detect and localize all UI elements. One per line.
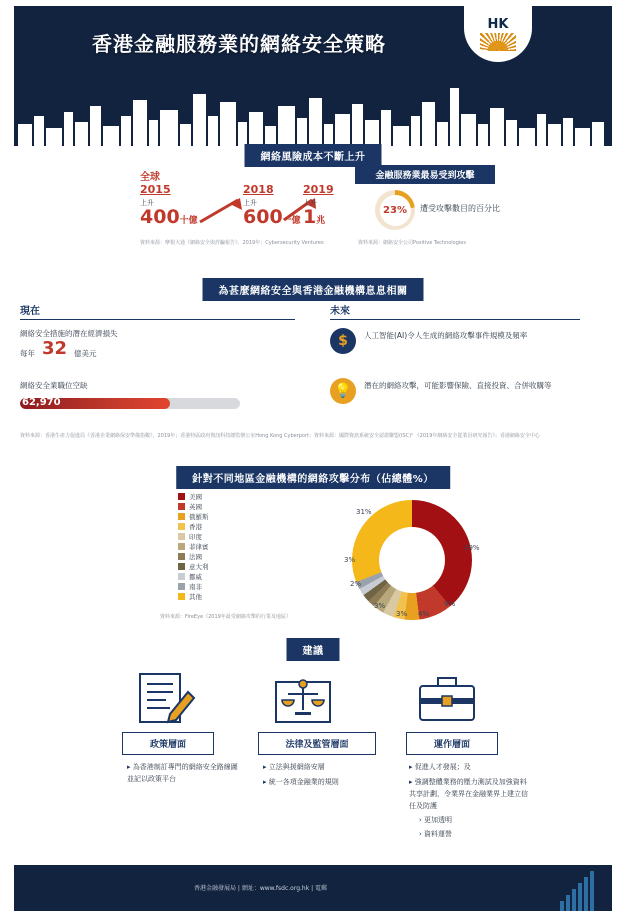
- bullet-item: ▸ 立法與援網絡安層: [263, 762, 374, 774]
- donut-callout: 3%: [344, 556, 356, 564]
- year-amount: 1兆: [303, 206, 326, 228]
- legend-swatch: [178, 553, 185, 560]
- legend-label: 法國: [189, 553, 202, 561]
- section2-source: 資料來源：香港生產力促進局《香港企業網絡保安準備指數》，2019年；香港特區政府資訊科技總監辦公室Hong Kong Cyberport；資料來源：國際資訊系統安全認證聯盟(ISC)² 《2019年網絡安全從業員研究報告》；香港網絡安全中心: [20, 433, 540, 439]
- year-block-2015: [140, 183, 198, 227]
- bullet-item: ▸ 統一各項金融業的規則: [263, 777, 374, 789]
- legend-swatch: [178, 493, 185, 500]
- year-amount: 400十億: [140, 206, 198, 228]
- pillar-bullets-policy: [118, 762, 238, 789]
- lightbulb-icon: 💡: [330, 378, 356, 404]
- pillar-title-legal: 法律及監管層面: [258, 732, 376, 755]
- section1-note-right: 資料來源：網絡安全公司Positive Technologies: [358, 240, 466, 246]
- arrow-up-icon-1: [198, 196, 244, 224]
- section1-note-left: 資料來源：摩根大通《網絡安全與詐騙報告》，2019年；Cybersecurity Ventures: [140, 240, 324, 246]
- legend-swatch: [178, 593, 185, 600]
- footer: [14, 865, 612, 911]
- hk-logo: [464, 6, 532, 62]
- footer-bar-decoration: [560, 871, 594, 911]
- legend-swatch: [178, 513, 185, 520]
- legend-item: [178, 542, 209, 551]
- future-item1-text: 人工智能(AI)令人生成的網絡攻擊事件規模及頻率: [364, 331, 528, 340]
- bullet-item: [409, 777, 528, 841]
- attack-percentage-label: 遭受攻擊數目的百分比: [420, 204, 500, 213]
- year-label: 2015: [140, 183, 171, 196]
- year-unit: 上升: [243, 199, 257, 207]
- year-unit: 上升: [140, 199, 154, 207]
- bullet-text: 強調整體業務的壓力測試及加強資料共享計劃，令業界在金融業界上建立信任及防護: [409, 777, 528, 810]
- attack-distribution-donut-chart: [344, 500, 480, 620]
- sub-bullet-item: › 資料運營: [419, 829, 528, 841]
- bullet-item: ▸ 為香港制訂專門的網絡安全路線圖並記以政策平台: [127, 762, 238, 786]
- sub-bullet-item: › 更加透明: [419, 815, 528, 827]
- year-label: 2019: [303, 183, 334, 196]
- document-pen-icon: [130, 670, 200, 728]
- legend-item: [178, 522, 209, 531]
- legend-item: [178, 492, 209, 501]
- year-block-2019: [303, 183, 334, 227]
- legend-item: [178, 552, 209, 561]
- legend-label: 其他: [189, 593, 202, 601]
- now-item2-value: 62,970: [22, 397, 61, 408]
- hk-logo-text: HK: [487, 16, 509, 32]
- pillar-bullets-operations: [400, 762, 528, 844]
- legend-label: 意大利: [189, 563, 209, 571]
- legend-label: 印度: [189, 533, 202, 541]
- now-item1-text: 網絡安全措施的潛在經濟損失: [20, 329, 118, 338]
- section2-banner: 為甚麼網絡安全與香港金融機構息息相關: [203, 278, 424, 301]
- bullet-item: ▸ 促進人才發展；及: [409, 762, 528, 774]
- legend-label: 菲律賓: [189, 543, 209, 551]
- section1-right-banner: 金融服務業最易受到攻擊: [355, 165, 495, 184]
- section3-banner: 針對不同地區金融機構的網絡攻擊分布（佔總體%）: [176, 466, 450, 489]
- legend-label: 南非: [189, 583, 202, 591]
- legend-item: [178, 502, 209, 511]
- future-item2-text: 潛在的網絡攻擊，可能影響保險、直接投資、合併收購等: [364, 381, 552, 390]
- section3-source: 資料來源：FireEye《2019年最受網絡攻擊的行業及地區》: [160, 614, 291, 620]
- legend-item: [178, 582, 209, 591]
- donut-callout: 4%: [418, 610, 430, 618]
- donut-callout: 39%: [464, 544, 480, 552]
- briefcase-icon: [412, 670, 482, 728]
- legend-item: [178, 572, 209, 581]
- now-item1-value: 32: [42, 338, 68, 359]
- year-unit: 上升: [303, 199, 317, 207]
- sub-bullets: [409, 815, 528, 842]
- year-amount: 600一億: [243, 206, 301, 228]
- legend-swatch: [178, 583, 185, 590]
- section4-banner: 建議: [287, 638, 340, 661]
- chart-legend: [178, 492, 209, 602]
- now-item1-suffix: 億美元: [74, 349, 97, 358]
- now-item1-unit: 每年: [20, 349, 35, 358]
- legend-swatch: [178, 543, 185, 550]
- sunburst-icon: [480, 33, 516, 51]
- balance-scale-icon: [268, 670, 338, 728]
- donut-callout: 9%: [444, 600, 456, 608]
- legend-item: [178, 512, 209, 521]
- legend-swatch: [178, 573, 185, 580]
- legend-item: [178, 562, 209, 571]
- pillar-bullets-legal: [254, 762, 374, 792]
- attack-percentage-donut: [375, 190, 415, 230]
- page-title: 香港金融服務業的網絡安全策略: [92, 32, 386, 56]
- legend-label: 香港: [189, 523, 202, 531]
- legend-label: 挪威: [189, 573, 202, 581]
- pillar-title-operations: 運作層面: [406, 732, 498, 755]
- legend-swatch: [178, 533, 185, 540]
- attack-percentage-value: 23%: [380, 195, 411, 226]
- legend-item: [178, 532, 209, 541]
- legend-swatch: [178, 563, 185, 570]
- section1-global-label: 全球: [140, 172, 160, 183]
- section2-col-now-heading: 現在: [20, 302, 295, 320]
- pillar-title-policy: 政策層面: [122, 732, 214, 755]
- donut-hole: [379, 527, 445, 593]
- header: [14, 6, 612, 146]
- dollar-bomb-icon: $: [330, 328, 356, 354]
- legend-label: 英國: [189, 503, 202, 511]
- donut-callout: 3%: [396, 610, 408, 618]
- legend-label: 美國: [189, 493, 202, 501]
- donut-callout: 2%: [350, 580, 362, 588]
- year-label: 2018: [243, 183, 274, 196]
- legend-label: 俄羅斯: [189, 513, 209, 521]
- donut-callout: 31%: [356, 508, 372, 516]
- footer-text: 香港金融發展局 | 網址：www.fsdc.org.hk | 電郵: [194, 885, 328, 892]
- legend-item: [178, 592, 209, 601]
- legend-swatch: [178, 523, 185, 530]
- section2-col-future-heading: 未來: [330, 302, 580, 320]
- now-item2-text: 網絡安全業職位空缺: [20, 381, 88, 390]
- legend-swatch: [178, 503, 185, 510]
- skyline-silhouette: [14, 82, 612, 146]
- section1-banner: 網絡風險成本不斷上升: [245, 144, 382, 167]
- donut-callout: 3%: [374, 602, 386, 610]
